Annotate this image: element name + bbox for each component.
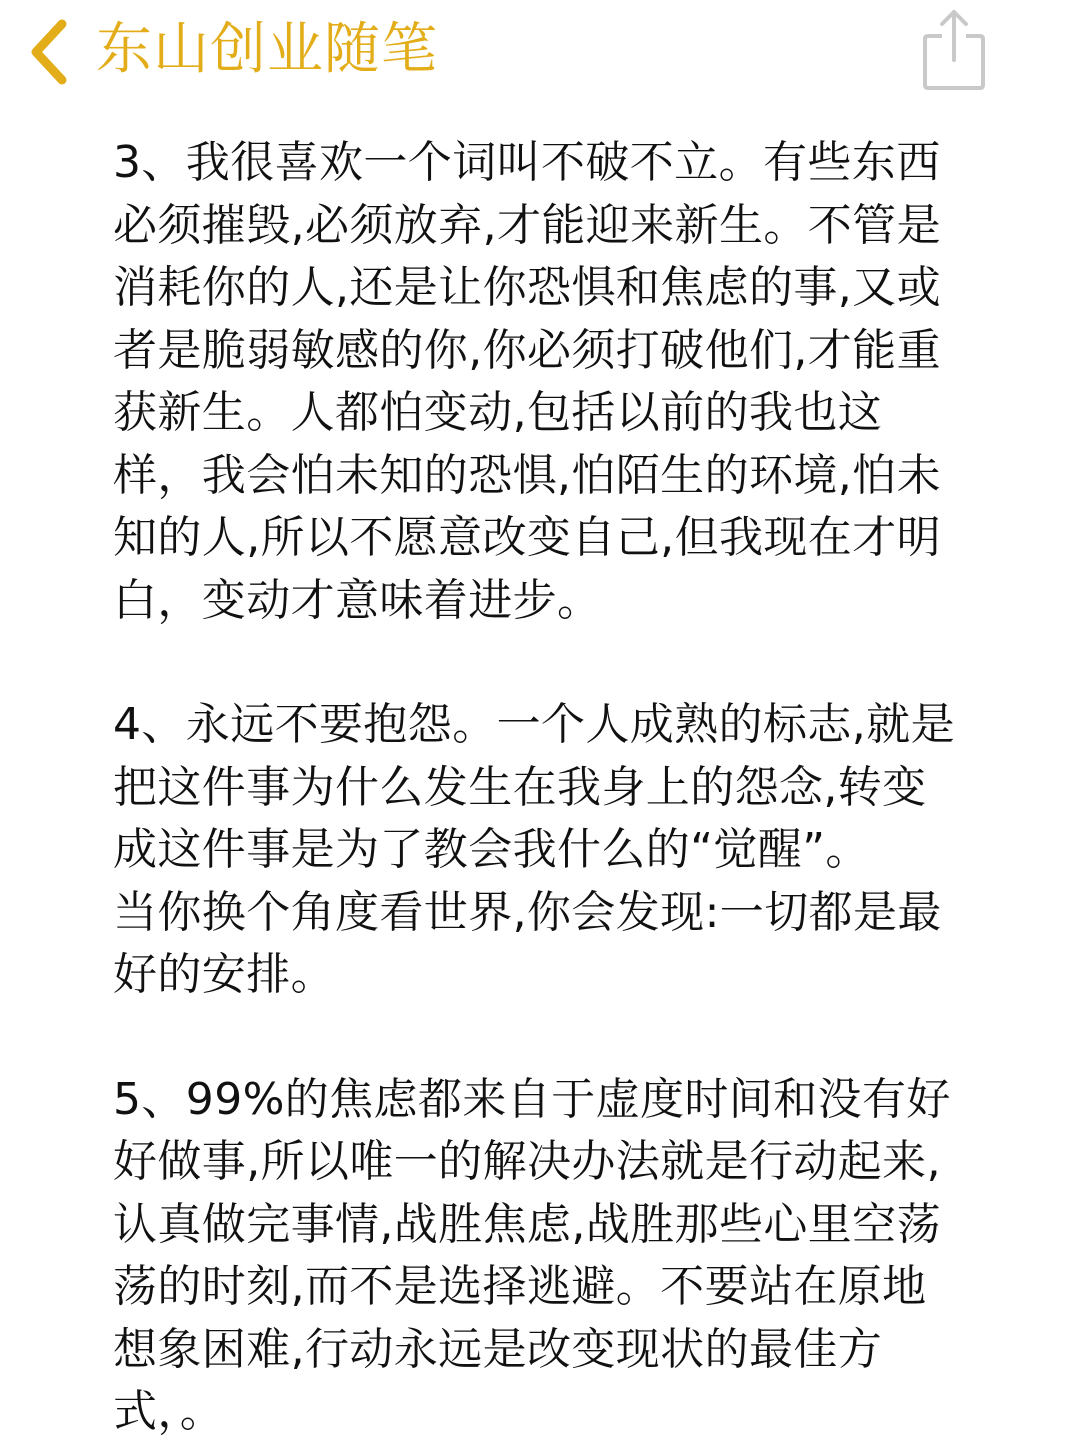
share-icon[interactable] — [918, 6, 990, 92]
note-paragraph-5: 5、99%的焦虑都来自于虚度时间和没有好 好做事,所以唯一的解决办法就是行动起来, 认真做完事情,战胜焦虑,战胜那些心里空荡 荡的时刻,而不是选择逃避。不要站在原地 想象困难,行动永远是改变现状的最佳方 式，。 — [113, 1073, 951, 1437]
chevron-left-icon[interactable] — [22, 14, 86, 90]
back-button-title[interactable]: 东山创业随笔 — [96, 17, 438, 82]
navigation-bar — [0, 0, 1080, 110]
note-paragraph-4: 4、永远不要抱怨。一个人成熟的标志,就是 把这件事为什么发生在我身上的怨念,转变 成这件事是为了教会我什么的“觉醒”。 当你换个角度看世界,你会发现:一切都是最 好的安排。 — [113, 699, 955, 1000]
note-paragraph-3: 3、我很喜欢一个词叫不破不立。有些东西 必须摧毁,必须放弃,才能迎来新生。不管是 消耗你的人,还是让你恐惧和焦虑的事,又或 者是脆弱敏感的你,你必须打破他们,才能重 获新生。人都怕变动,包括以前的我也这 样，我会怕未知的恐惧,怕陌生的环境,怕未 知的人,所以不愿意改变自己,但我现在才明 白，变动才意味着进步。 — [113, 137, 941, 626]
note-body[interactable] — [113, 132, 973, 1444]
